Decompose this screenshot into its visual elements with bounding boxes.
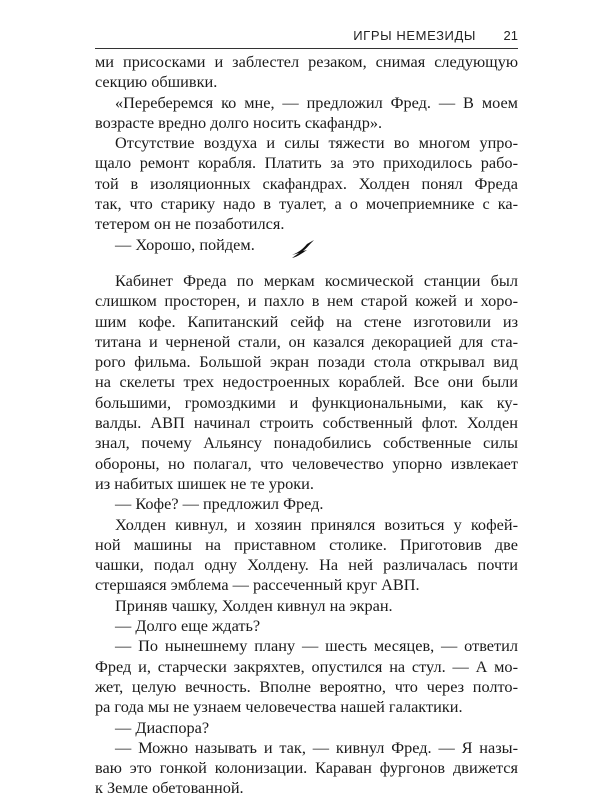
text-block-1 [95,52,518,255]
text-line: шим кофе. Капитанский сейф на стене изготовили из [95,311,518,331]
text-line: — По нынешнему плану — шесть месяцев, — ответил [115,636,518,656]
text-line: чашки, подал одну Холдену. На ней различалась почти [95,555,518,575]
text-line: Приняв чашку, Холден кивнул на экран. [115,595,393,615]
text-line: «Переберемся ко мне, — предложил Фред. — В моем [115,92,518,112]
text-line: Фред и, старчески закряхтев, опустился на стул. — А мо- [95,656,518,676]
text-line: большими, громоздкими и функциональными, как ку- [95,392,518,412]
text-line: слишком просторен, и пахло в нем старой кожей и хоро- [95,291,518,311]
text-line: — Можно называть и так, — кивнул Фред. — Я назы- [115,737,518,757]
text-line: на скелеты трех недостроенных кораблей. Все они были [95,372,518,392]
book-title: ИГРЫ НЕМЕЗИДЫ [353,28,476,43]
text-line: стершаяся эмблема — рассеченный круг АВП. [95,575,420,595]
text-line: так, что старику надо в туалет, а о мочеприемнике с ка- [95,194,518,214]
text-line: Кабинет Фреда по меркам космической станции был [115,271,518,290]
page-number: 21 [503,28,518,43]
header-rule [95,48,518,49]
text-line: Холден кивнул, и хозяин принялся возиться у кофей- [115,514,518,534]
text-line: титана и черненой стали, он казался декорацией для ста- [95,331,518,351]
text-line: секцию обшивки. [95,72,218,92]
text-line: — Хорошо, пойдем. [115,234,255,254]
text-line: жет, целую вечность. Вполне вероятно, что через полто- [95,676,518,696]
text-line: Отсутствие воздуха и силы тяжести во многом упро- [115,133,518,153]
text-line: ваю это гонкой колонизации. Караван фургонов движется [95,758,518,778]
text-line: знал, почему Альянсу понадобились собственные силы [95,433,518,453]
text-line: ной машины на приставном столике. Приготовив две [95,534,518,554]
text-line: обороны, но полагал, что человечество упорно извлекает [95,453,518,473]
text-line: ми присосками и заблестел резаком, снимая следующую [95,52,518,71]
running-header [95,28,518,50]
text-line: из набитых шишек не те уроки. [95,473,314,493]
text-line: — Кофе? — предложил Фред. [115,494,324,514]
text-block-2 [95,271,518,799]
text-line: рого фильма. Большой экран позади стола открывал вид [95,352,518,372]
text-line: — Диаспора? [115,717,210,737]
text-line: возрасте вредно долго носить скафандр». [95,112,383,132]
text-line: ра года мы не узнаем человечества нашей галактики. [95,697,463,717]
text-line: щало ремонт корабля. Платить за это приходилось рабо- [95,153,518,173]
text-line: тетером он не позаботился. [95,214,285,234]
text-line: — Долго еще ждать? [115,616,261,636]
text-line: валды. АВП начинал строить собственный флот. Холден [95,413,518,433]
text-line: к Земле обетованной. [95,778,244,798]
text-line: той в изоляционных скафандрах. Холден понял Фреда [95,173,518,193]
section-divider-icon [290,238,316,260]
